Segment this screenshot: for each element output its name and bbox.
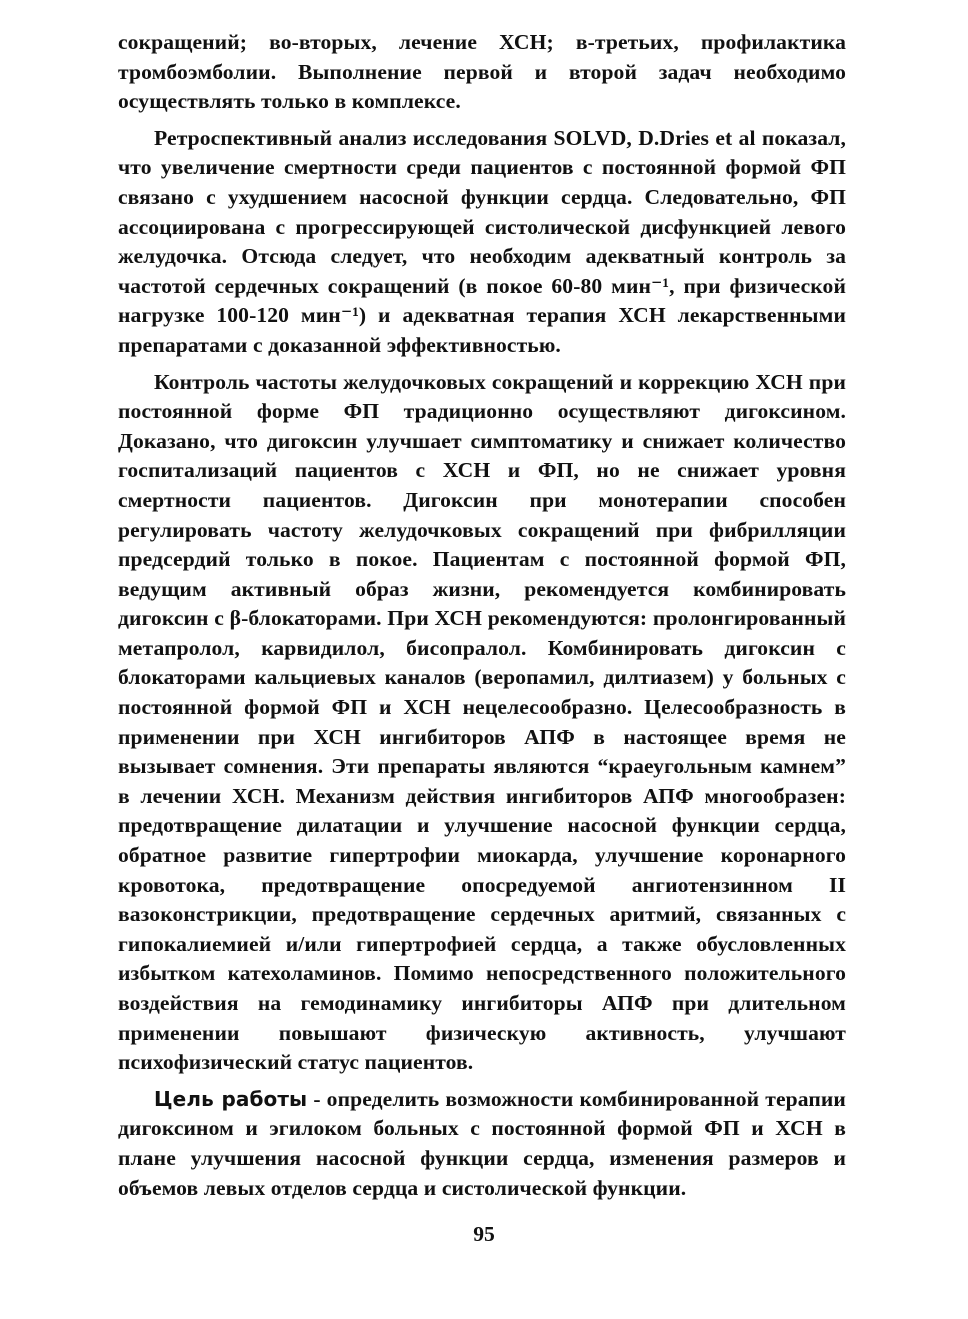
paragraph-digoxin-therapy: Контроль частоты желудочковых сокращений и коррекцию ХСН при постоянной форме ФП традиционно осуществляют дигоксином. Доказано, что дигоксин улучшает симптоматику и снижает количество госпитализаций пациентов с ХСН и ФП, но не снижает уровня смертности пациентов. Дигоксин при монотерапии способен регулировать частоту желудочковых сокращений при фибрилляции предсердий только в покое. Пациентам с постоянной формой ФП, ведущим активный образ жизни, рекомендуется комбинировать дигоксин с β-блокаторами. При ХСН рекомендуются: пролонгированный метапролол, карвидилол, бисопралол. Комбинировать дигоксин с блокаторами кальциевых каналов (веропамил, дилтиазем) у больных с постоянной формой ФП и ХСН нецелесообразно. Целесообразность в применении при ХСН ингибиторов АПФ в настоящее время не вызывает сомнения. Эти препараты являются “краеугольным камнем” в лечении ХСН. Механизм действия ингибиторов АПФ многообразен: предотвращение дилатации и улучшение насосной функции сердца, обратное развитие гипертрофии миокарда, улучшение коронарного кровотока, предотвращение опосредуемой ангиотензинном II вазоконстрикции, предотвращение сердечных аритмий, связанных с гипокалиемией и/или гипертрофией сердца, а также обусловленных избытком катехоламинов. Помимо непосредственного положительного воздействия на гемодинамику ингибиторы АПФ при длительном применении повышают физическую активность, улучшают психофизический статус пациентов. — [118, 369, 846, 1075]
page-number: 95 — [473, 1222, 495, 1246]
paragraph-solvd-analysis: Ретроспективный анализ исследования SOLVD, D.Dries et al показал, что увеличение смертности среди пациентов с постоянной формой ФП связано с ухудшением насосной функции сердца. Следовательно, ФП ассоциирована с прогрессирующей систолической дисфункцией левого желудочка. Отсюда следует, что необходим адекватный контроль за частотой сердечных сокращений (в покое 60-80 мин⁻¹, при физической нагрузке 100-120 мин⁻¹) и адекватная терапия ХСН лекарственными препаратами с доказанной эффективностью. — [118, 125, 846, 357]
study-aim-text: - определить возможности комбинированной терапии дигоксином и эгилоком больных с постоянной формой ФП и ХСН в плане улучшения насосной функции сердца, изменения размеров и объемов левых отделов сердца и систолической функции. — [118, 1086, 846, 1200]
page-body — [118, 28, 846, 1203]
study-aim-heading: Цель работы — [154, 1086, 308, 1111]
paragraph-continued: сокращений; во-вторых, лечение ХСН; в-третьих, профилактика тромбоэмболии. Выполнение первой и второй задач необходимо осуществлять только в комплексе. — [118, 30, 846, 114]
paragraph-study-aim — [118, 1085, 846, 1203]
